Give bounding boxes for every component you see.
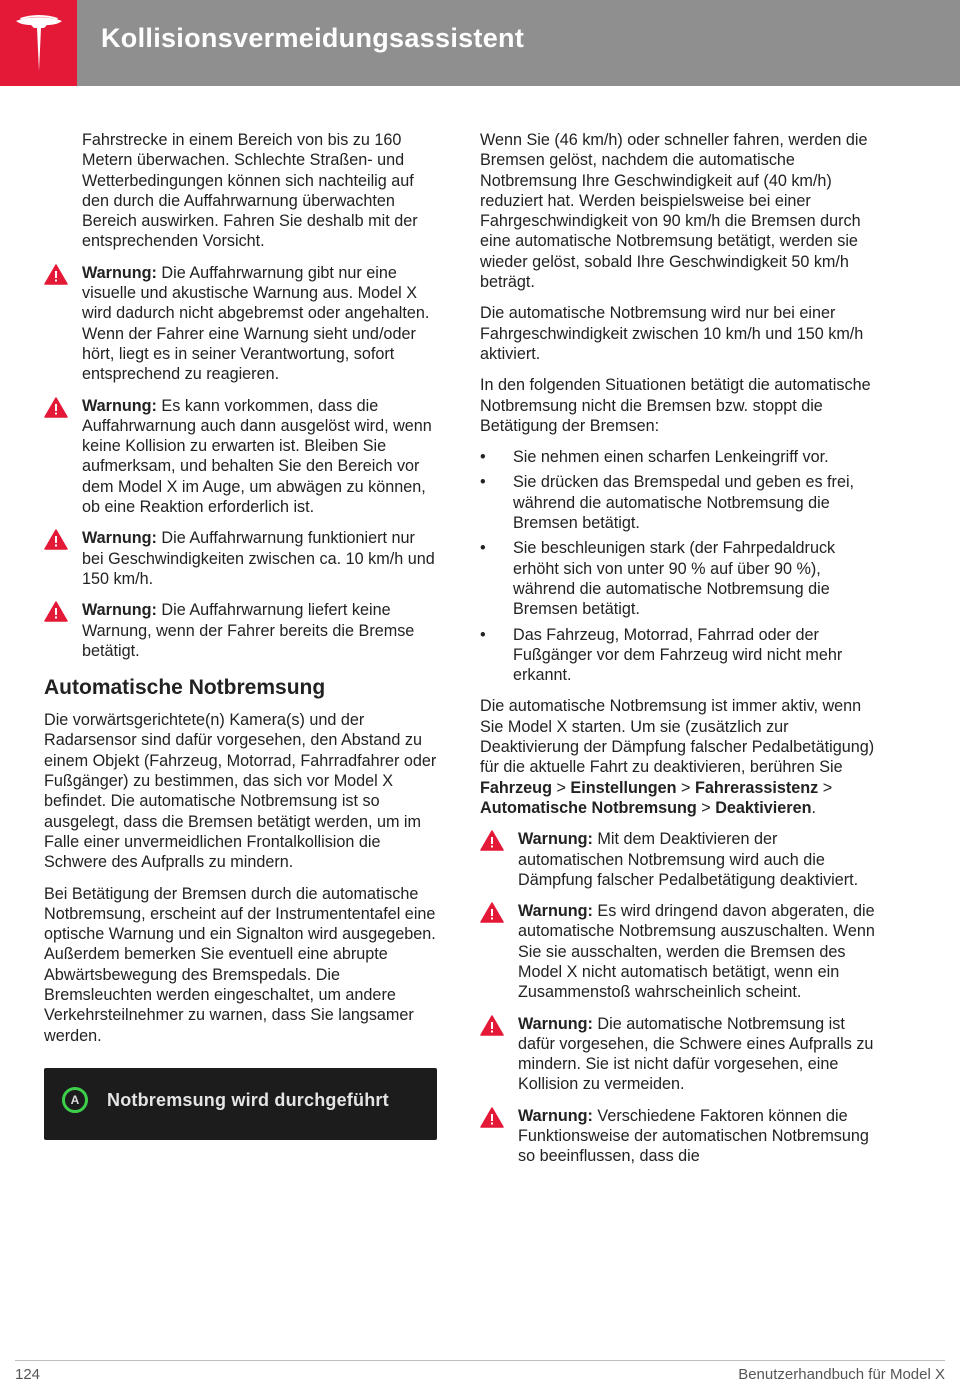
warning-triangle-icon [480, 1107, 504, 1128]
aeb-paragraph-2: Bei Betätigung der Bremsen durch die automatische Notbremsung, erscheint auf der Instrumententafel eine optische Warnung und ein Signalton wird ausgegeben. Außerdem bemerken Sie eventuell eine abrupte Abwärtsbewegung des Bremspedals. Die Bremsleuchten werden eingeschaltet, um andere Verkehrsteilnehmer zu warnen, dass Sie langsamer werden. [44, 884, 436, 1045]
situations-intro: In den folgenden Situationen betätigt die automatische Notbremsung nicht die Bremsen bzw. stoppt die Betätigung der Bremsen: [480, 376, 871, 435]
deactivate-intro: Die automatische Notbremsung ist immer aktiv, wenn Sie Model X starten. Um sie (zusätzlich zur Deaktivierung der Dämpfung falscher Pedalbetätigung) für die aktuelle Fahrt zu deaktivieren, berühren Sie [480, 697, 875, 777]
warning-triangle-icon [44, 264, 68, 285]
warning-text: Die Auffahrwarnung gibt nur eine visuelle und akustische Warnung aus. Model X wird dadurch nicht abgebremst oder angehalten. Wenn der Fahrer eine Warnung sieht und/oder hört, liegt es in seiner Verantwortung, sofort entsprechend zu reagieren. [82, 263, 430, 384]
path-step: Deaktivieren [715, 798, 812, 817]
warning-triangle-icon [480, 902, 504, 923]
path-step: Fahrzeug [480, 778, 552, 797]
left-warning-1 [44, 263, 440, 385]
list-item [480, 472, 876, 533]
left-warnings [44, 263, 440, 661]
bullet-icon: • [480, 625, 486, 644]
warning-label: Warnung: [82, 529, 157, 548]
list-item [480, 625, 876, 686]
footer-divider [15, 1360, 945, 1361]
list-item [480, 538, 876, 619]
warning-text: Verschiedene Faktoren können die Funktionsweise der automatischen Notbremsung so beeinflussen, dass die [518, 1106, 869, 1166]
warning-text: Es kann vorkommen, dass die Auffahrwarnung auch dann ausgelöst wird, wenn keine Kollision zu erwarten ist. Bleiben Sie aufmerksam, und behalten Sie den Bereich vor dem Model X im Auge, um abwägen zu können, ob eine Reaktion erforderlich ist. [82, 396, 432, 517]
left-warning-3 [44, 528, 440, 589]
aeb-status-icon [62, 1087, 88, 1113]
warning-label: Warnung: [518, 830, 593, 849]
right-column [480, 130, 876, 1178]
warning-triangle-icon [44, 601, 68, 622]
banner-text: Notbremsung wird durchgeführt [107, 1089, 389, 1110]
warning-label: Warnung: [518, 1014, 593, 1033]
warning-triangle-icon [44, 397, 68, 418]
warning-label: Warnung: [518, 1106, 593, 1125]
right-warning-4 [480, 1106, 876, 1167]
list-item [480, 447, 876, 467]
list-item-text: Das Fahrzeug, Motorrad, Fahrrad oder der Fußgänger vor dem Fahrzeug wird nicht mehr erkannt. [513, 625, 843, 685]
list-item-text: Sie drücken das Bremspedal und geben es frei, während die automatische Notbremsung die Bremsen betätigt. [513, 473, 855, 533]
path-end: . [811, 798, 816, 817]
warning-label: Warnung: [82, 396, 157, 415]
right-warning-2 [480, 901, 876, 1002]
warning-label: Warnung: [82, 263, 157, 282]
warning-text: Die Auffahrwarnung funktioniert nur bei Geschwindigkeiten zwischen ca. 10 km/h und 150 km/h. [82, 529, 435, 588]
path-step: Automatische Notbremsung [480, 798, 697, 817]
section-heading: Automatische Notbremsung [44, 676, 326, 700]
right-warning-3 [480, 1014, 876, 1095]
path-step: Einstellungen [570, 778, 677, 797]
right-warnings [480, 829, 876, 1166]
warning-triangle-icon [480, 830, 504, 851]
list-item-text: Sie beschleunigen stark (der Fahrpedaldruck erhöht sich von unter 90 % auf über 90 %), während die automatische Notbremsung die Bremsen betätigt. [513, 539, 836, 619]
settings-path [480, 779, 832, 817]
warning-triangle-icon [44, 529, 68, 550]
manual-title: Benutzerhandbuch für Model X [738, 1366, 945, 1383]
left-column [44, 130, 440, 1140]
page-header [0, 0, 960, 86]
speed-range-paragraph: Die automatische Notbremsung wird nur bei einer Fahrgeschwindigkeit zwischen 10 km/h und 150 km/h aktiviert. [480, 304, 864, 363]
warning-text: Die automatische Notbremsung ist dafür vorgesehen, die Schwere eines Aufpralls zu mindern. Sie ist nicht dafür vorgesehen, eine Kollision zu vermeiden. [518, 1014, 874, 1094]
emergency-braking-banner [44, 1068, 437, 1140]
page-number: 124 [15, 1366, 41, 1383]
warning-label: Warnung: [518, 902, 593, 921]
tesla-logo-icon [14, 15, 64, 71]
path-step: Fahrerassistenz [695, 778, 819, 797]
aeb-paragraph-1: Die vorwärtsgerichtete(n) Kamera(s) und der Radarsensor sind dafür vorgesehen, den Abstand zu einem Objekt (Fahrzeug, Motorrad, Fahrradfahrer oder Fußgänger) zu bestimmen, das sich vor Model X befindet. Die automatische Notbremsung ist so ausgelegt, dass die Bremsen betätigt werden, um im Falle einer unvermeidlichen Frontalkollision die Schwere des Aufpralls zu mindern. [44, 711, 437, 872]
aeb-status-letter: A [70, 1092, 80, 1107]
warning-triangle-icon [480, 1015, 504, 1036]
warning-text: Es wird dringend davon abgeraten, die automatische Notbremsung auszuschalten. Wenn Sie sie ausschalten, werden die Bremsen des Model X nicht automatisch betätigt, wenn ein Zusammenstoß wahrscheinlich scheint. [518, 902, 875, 1002]
path-separator: > [676, 778, 695, 797]
release-paragraph: Wenn Sie (46 km/h) oder schneller fahren, werden die Bremsen gelöst, nachdem die automatische Notbremsung Ihre Geschwindigkeit auf (40 km/h) reduziert hat. Werden beispielsweise bei einer Fahrgeschwindigkeit von 90 km/h die Bremsen durch eine automatische Notbremsung betätigt, werden sie wieder gelöst, sobald Ihre Geschwindigkeit 50 km/h beträgt. [480, 131, 868, 292]
path-separator: > [551, 778, 571, 797]
bullet-icon: • [480, 473, 486, 492]
warning-text: Mit dem Deaktivieren der automatischen Notbremsung wird auch die Dämpfung falscher Pedalbetätigung deaktiviert. [518, 830, 859, 889]
left-warning-2 [44, 396, 440, 518]
situations-list [480, 447, 876, 685]
warning-label: Warnung: [82, 601, 157, 620]
deactivate-paragraph [480, 696, 876, 818]
path-separator: > [696, 798, 716, 817]
right-warning-1 [480, 829, 876, 890]
left-warning-4 [44, 600, 440, 661]
intro-paragraph: Fahrstrecke in einem Bereich von bis zu 160 Metern überwachen. Schlechte Straßen- und Wetterbedingungen können sich nachteilig auf den durch die Auffahrwarnung überwachten Bereich auswirken. Fahren Sie deshalb mit der entsprechenden Vorsicht. [82, 131, 418, 251]
bullet-icon: • [480, 448, 486, 467]
bullet-icon: • [480, 539, 486, 558]
path-separator: > [818, 778, 833, 797]
brand-logo-box [0, 0, 77, 86]
page-title: Kollisionsvermeidungsassistent [101, 23, 525, 53]
warning-text: Die Auffahrwarnung liefert keine Warnung, wenn der Fahrer bereits die Bremse betätigt. [82, 601, 415, 660]
list-item-text: Sie nehmen einen scharfen Lenkeingriff vor. [513, 448, 829, 467]
